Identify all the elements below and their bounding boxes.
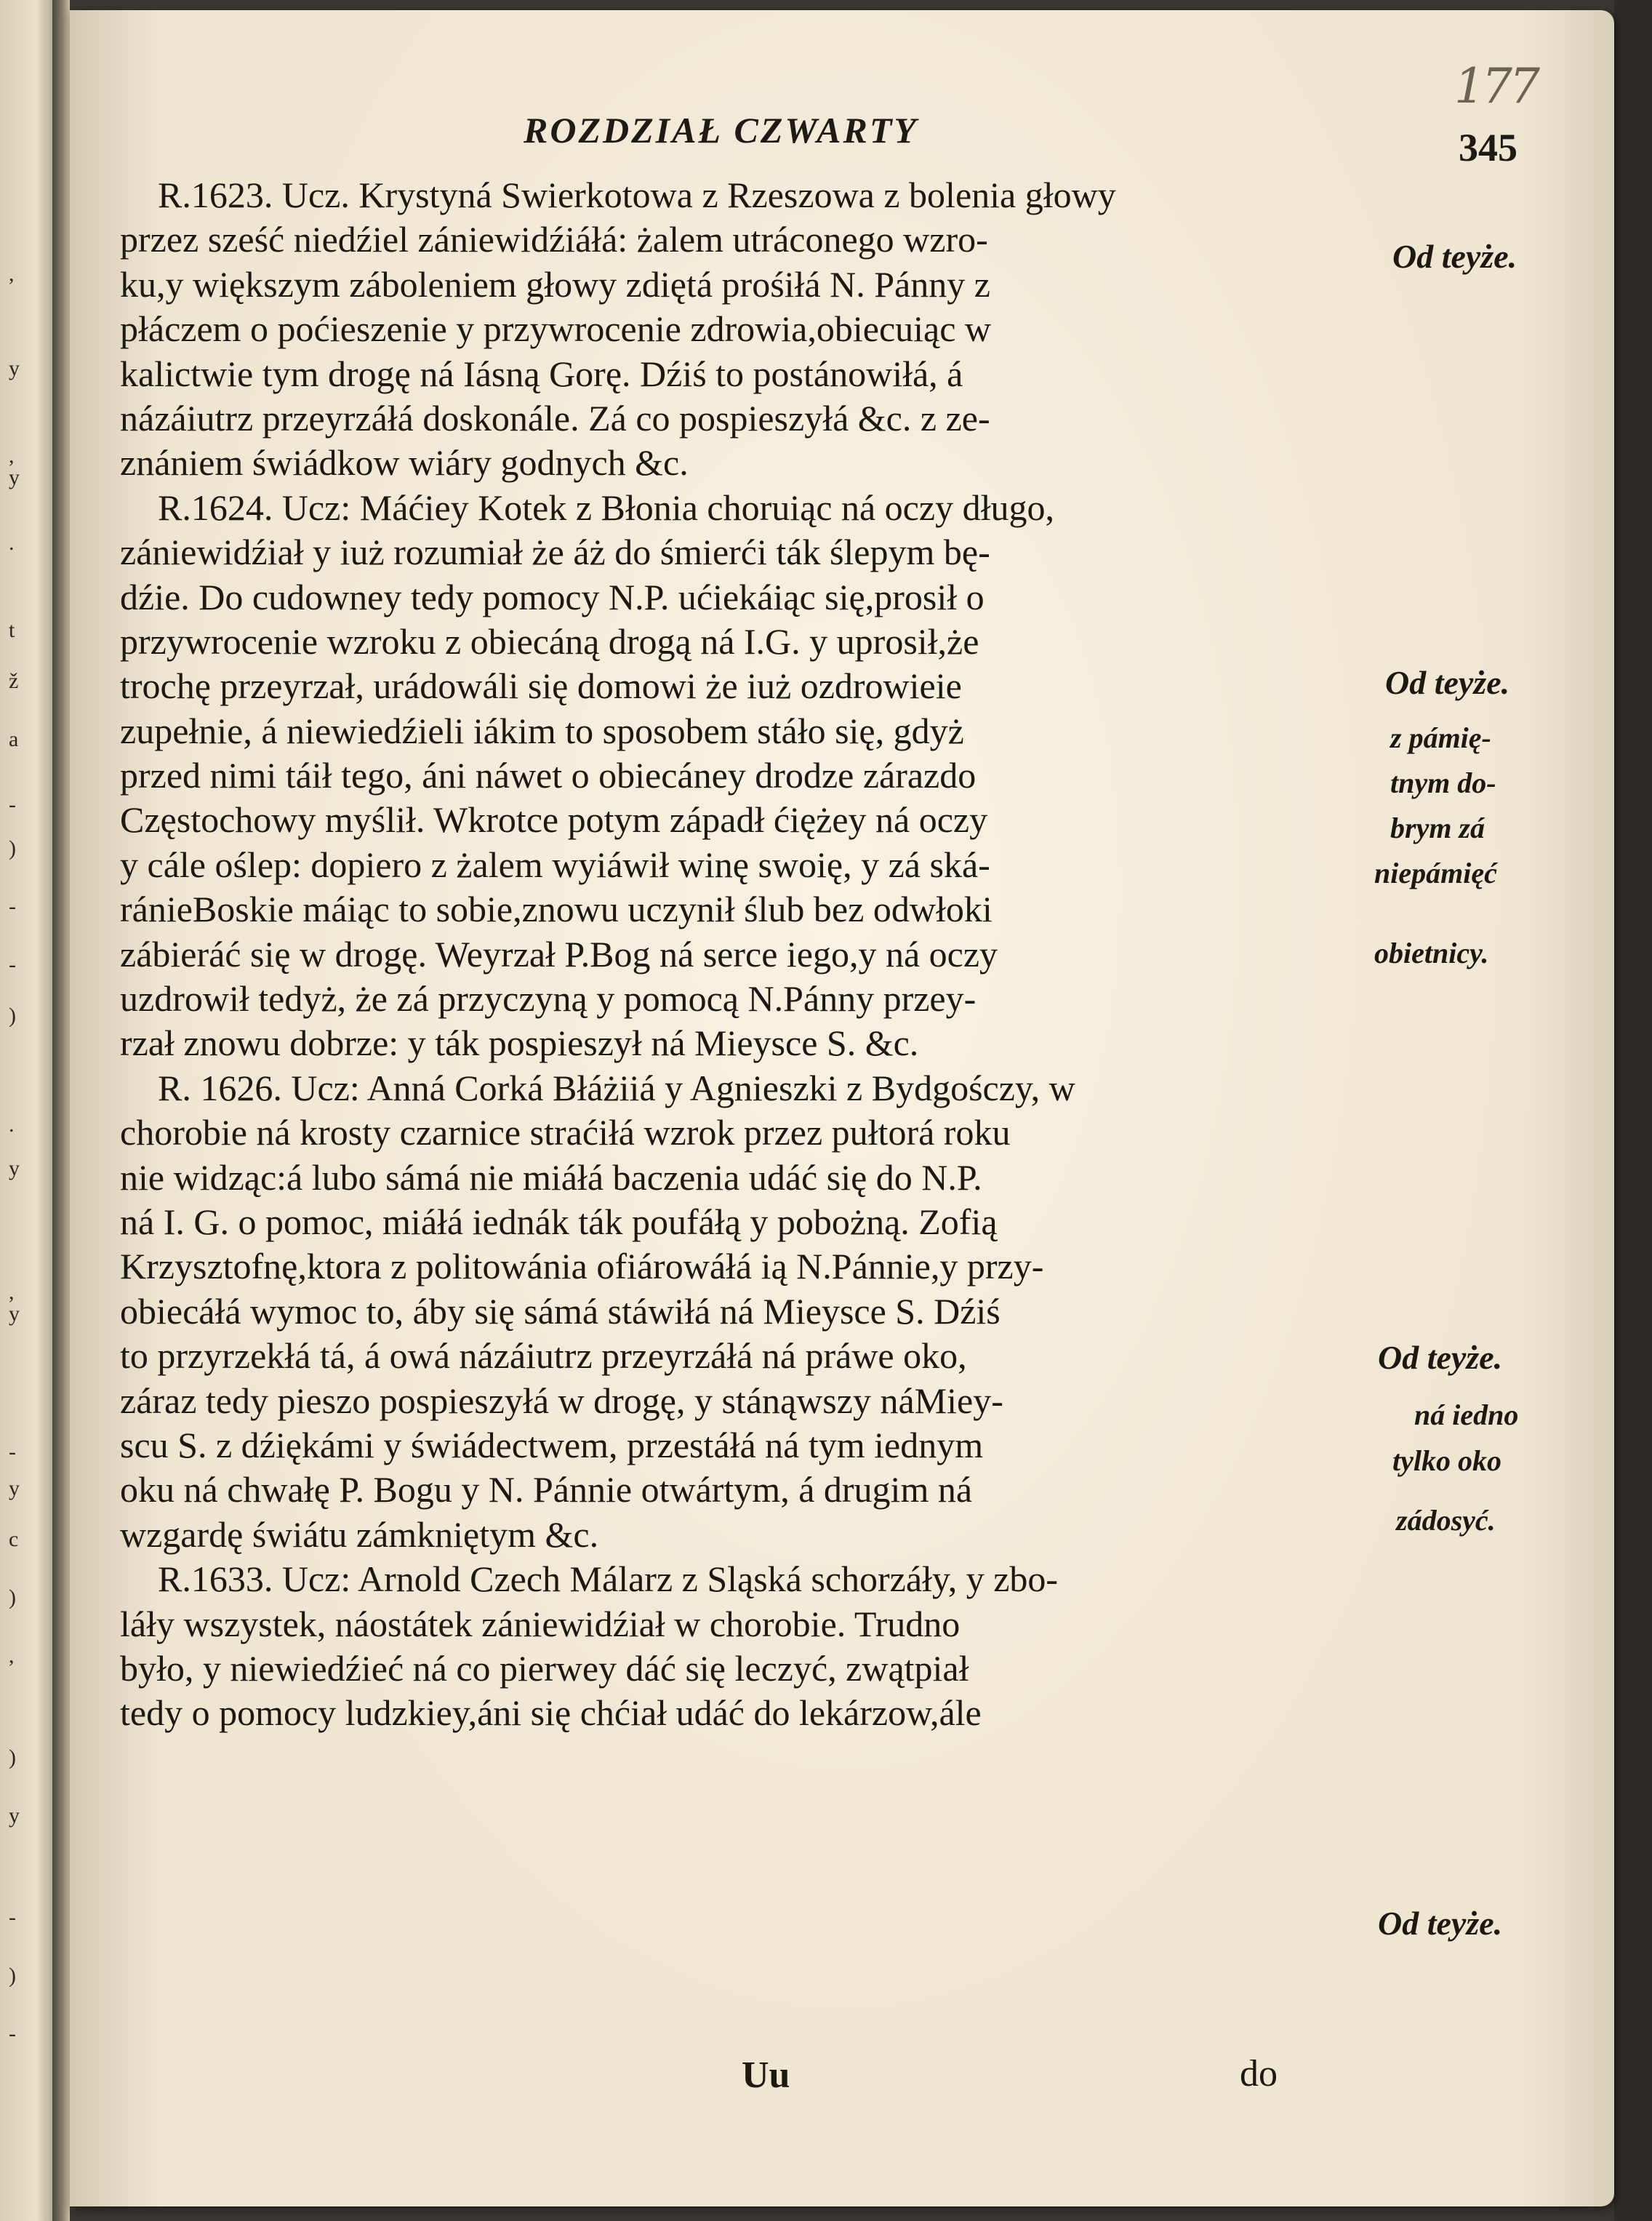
text-line: przez sześć niedźiel zániewidźiáłá: żalem utráconego wzro- [120, 219, 988, 260]
handwritten-folio: 177 [1454, 58, 1537, 114]
text-line: Krzysztofnę,ktora z politowánia ofiárowáłá ią N.Pánnie,y przy- [120, 1246, 1044, 1287]
text-line: przywrocenie wzroku z obiecáną drogą ná I.G. y uprosił,że [120, 620, 979, 662]
margin-note: Od teyże. [1378, 1339, 1503, 1376]
margin-note: niepámięć [1374, 857, 1497, 889]
facing-page-edge: , y , y . t ž a - ) - - ) . y , y - y c ) , ) y - ) - [0, 0, 57, 2221]
text-line: dźie. Do cudowney tedy pomocy N.P. ućiekáiąc się,prosił o [120, 576, 985, 617]
text-line: záraz tedy pieszo pospieszyłá w drogę, y stánąwszy náMiey- [120, 1380, 1003, 1421]
text-line: Częstochowy myślił. Wkrotce potym západł ćiężey ná oczy [120, 799, 988, 841]
main-text-block [120, 173, 1367, 1736]
text-line: zábieráć się w drogę. Weyrzał P.Bog ná serce iego,y ná oczy [120, 933, 998, 975]
book-gutter [52, 0, 70, 2221]
text-line: trochę przeyrzał, urádowáli się domowi że iuż ozdrowieie [120, 665, 962, 707]
text-line: było, y niewiedźieć ná co pierwey dáć się leczyć, zwątpiał [120, 1647, 969, 1689]
text-line: scu S. z dźiękámi y świádectwem, przestáłá ná tym iednym [120, 1424, 984, 1465]
text-line: R.1623. Ucz. Krystyná Swierkotowa z Rzeszowa z bolenia głowy [158, 175, 1116, 215]
text-line: nie widząc:á lubo sámá nie miáłá baczenia udáć się do N.P. [120, 1156, 982, 1198]
text-line: R.1633. Ucz: Arnold Czech Málarz z Sląská schorzáły, y zbo- [158, 1558, 1059, 1600]
text-line: názáiutrz przeyrzáłá doskonále. Zá co pospieszyłá &c. z ze- [120, 397, 990, 439]
margin-note: ná iedno [1414, 1398, 1519, 1431]
text-line: ránieBoskie máiąc to sobie,znowu uczynił ślub bez odwłoki [120, 889, 993, 930]
margin-note: Od teyże. [1385, 664, 1510, 701]
text-line: chorobie ná krosty czarnice straćiłá wzrok przez pułtorá roku [120, 1112, 1011, 1153]
text-line: zupełnie, á niewiedźieli iákim to sposobem stáło się, gdyż [120, 710, 964, 751]
text-line: kalictwie tym drogę ná Iásną Gorę. Dźiś to postánowiłá, á [120, 353, 963, 394]
margin-note: Od teyże. [1378, 1905, 1503, 1942]
page-number: 345 [1459, 126, 1517, 169]
scan-background [1614, 0, 1652, 2221]
text-line: uzdrowił tedyż, że zá przyczyną y pomocą N.Pánny przey- [120, 978, 977, 1020]
text-line: R.1624. Ucz: Máćiey Kotek z Błonia choruiąc ná oczy długo, [158, 487, 1054, 528]
text-line: y cále oślep: dopiero z żalem wyiáwił winę swoię, y zá ská- [120, 844, 990, 885]
margin-note: tnym do- [1390, 767, 1496, 799]
text-line: láły wszystek, náostátek zániewidźiał w chorobie. Trudno [120, 1603, 961, 1644]
margin-note: brym zá [1390, 812, 1485, 844]
text-line: rzał znowu dobrze: y ták pospieszył ná Mieysce S. &c. [120, 1023, 919, 1064]
margin-note: zádosyć. [1396, 1504, 1496, 1537]
text-line: tedy o pomocy ludzkiey,áni się chćiał udáć do lekárzow,ále [120, 1692, 982, 1734]
margin-note: obietnicy. [1374, 937, 1489, 969]
text-line: obiecáłá wymoc to, áby się sámá stáwiłá ná Mieysce S. Dźiś [120, 1290, 1001, 1332]
margin-note: z pámię- [1390, 721, 1491, 754]
text-line: ná I. G. o pomoc, miáłá iednák ták poufáłą y pobożną. Zofią [120, 1201, 998, 1242]
margin-note: tylko oko [1392, 1444, 1501, 1477]
text-line: znániem świádkow wiáry godnych &c. [120, 442, 689, 484]
margin-note: Od teyże. [1392, 238, 1517, 275]
text-line: ku,y większym záboleniem głowy zdiętá prośiłá N. Pánny z [120, 263, 990, 305]
text-line: zániewidźiał y iuż rozumiał że áż do śmierći ták ślepym bę- [120, 532, 990, 573]
text-line: przed nimi táił tego, áni náwet o obiecáney drodze zárazdo [120, 755, 977, 796]
text-line: to przyrzekłá tá, á owá názáiutrz przeyrzáłá ná práwe oko, [120, 1335, 967, 1377]
text-line: płáczem o poćieszenie y przywrocenie zdrowia,obiecuiąc w [120, 308, 992, 350]
text-line: R. 1626. Ucz: Anná Corká Błáżiiá y Agnieszki z Bydgośczy, w [158, 1067, 1075, 1108]
text-line: wzgardę świátu zámkniętym &c. [120, 1513, 599, 1555]
text-line: oku ná chwałę P. Bogu y N. Pánnie otwártym, á drugim ná [120, 1469, 973, 1510]
signature-mark: Uu [742, 2054, 790, 2096]
catchword: do [1240, 2053, 1278, 2094]
running-head: ROZDZIAŁ CZWARTY [524, 110, 918, 151]
